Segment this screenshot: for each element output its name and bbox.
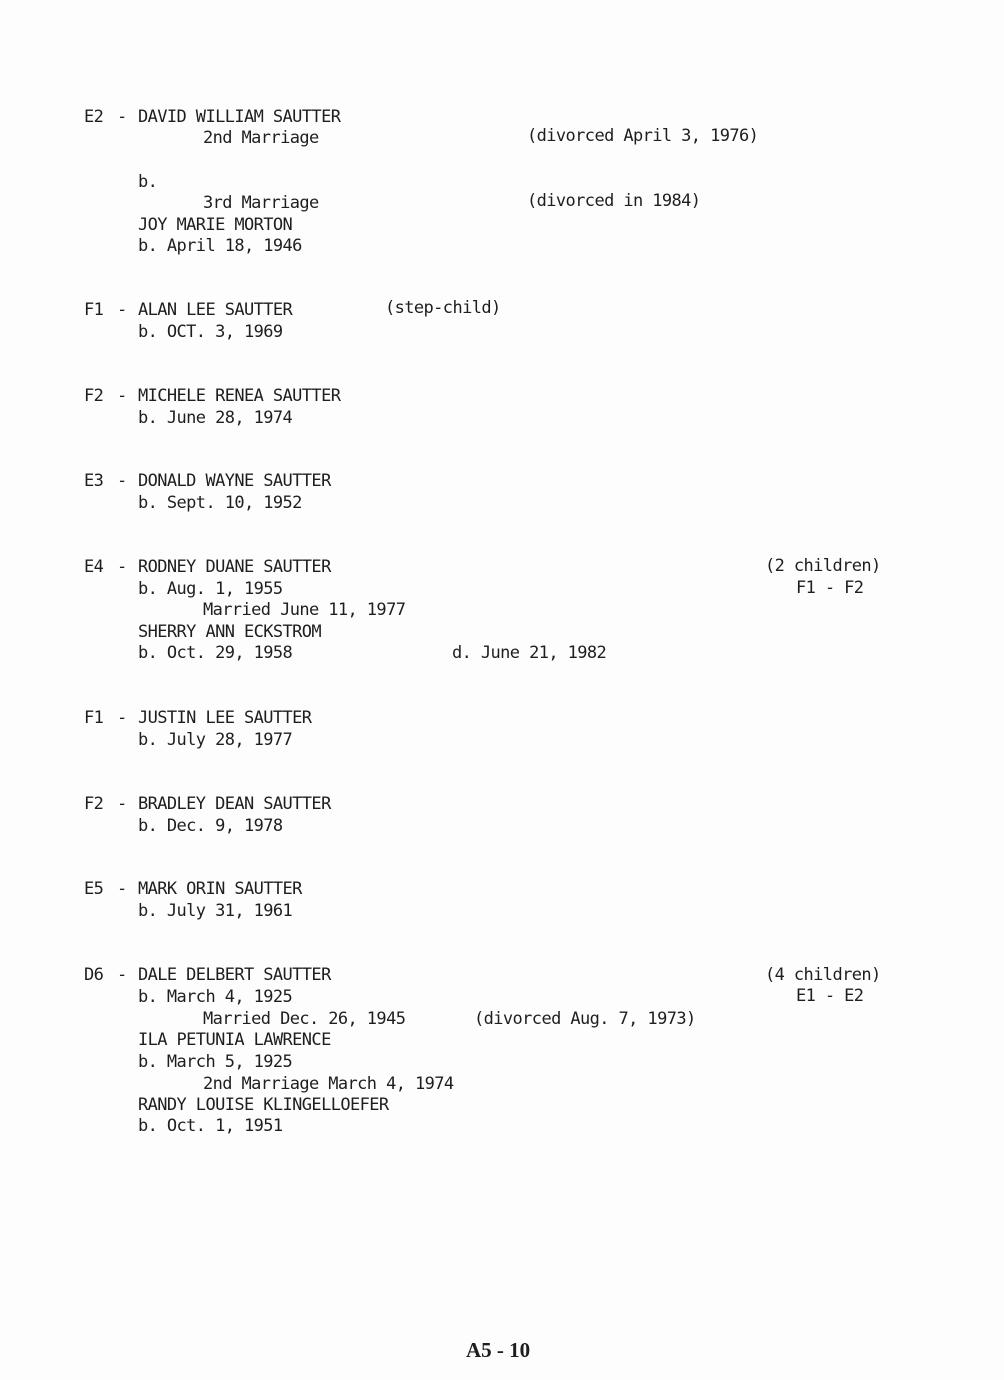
spouse-birth-line: b. Oct. 29, 1958 bbox=[138, 643, 293, 663]
spouse-name: JOY MARIE MORTON bbox=[138, 215, 293, 235]
spouse-birth-line: b. April 18, 1946 bbox=[138, 236, 302, 256]
birth-line: b. Sept. 10, 1952 bbox=[138, 493, 302, 513]
entry-dash: - bbox=[117, 879, 127, 899]
spouse-name: ILA PETUNIA LAWRENCE bbox=[138, 1030, 331, 1050]
divorce-note: (divorced in 1984) bbox=[527, 191, 701, 211]
marriage-line: Married Dec. 26, 1945 bbox=[203, 1009, 406, 1029]
divorce-note: (divorced April 3, 1976) bbox=[527, 126, 759, 146]
page-number: A5 - 10 bbox=[466, 1338, 531, 1362]
step-child-note: (step-child) bbox=[385, 298, 501, 318]
entry-name: ALAN LEE SAUTTER bbox=[138, 300, 293, 320]
entry-name: DALE DELBERT SAUTTER bbox=[138, 965, 331, 985]
spouse-name: SHERRY ANN ECKSTROM bbox=[138, 622, 322, 642]
marriage-line: 2nd Marriage bbox=[203, 128, 319, 148]
entry-name: JUSTIN LEE SAUTTER bbox=[138, 708, 312, 728]
entry-name: RODNEY DUANE SAUTTER bbox=[138, 557, 331, 577]
entry-dash: - bbox=[117, 708, 127, 728]
birth-line: b. Aug. 1, 1955 bbox=[138, 579, 283, 599]
birth-line: b. March 4, 1925 bbox=[138, 987, 293, 1007]
entry-name: MARK ORIN SAUTTER bbox=[138, 879, 302, 899]
entry-name: MICHELE RENEA SAUTTER bbox=[138, 386, 341, 406]
marriage-line: 2nd Marriage March 4, 1974 bbox=[203, 1074, 454, 1094]
spouse-name: RANDY LOUISE KLINGELLOEFER bbox=[138, 1095, 389, 1115]
marriage-line: 3rd Marriage bbox=[203, 193, 319, 213]
spouse-birth-line: b. Oct. 1, 1951 bbox=[138, 1116, 283, 1136]
birth-line: b. June 28, 1974 bbox=[138, 408, 293, 428]
entry-dash: - bbox=[117, 965, 127, 985]
entry-name: DONALD WAYNE SAUTTER bbox=[138, 471, 331, 491]
marriage-line: Married June 11, 1977 bbox=[203, 600, 406, 620]
entry-code: F2 bbox=[84, 386, 104, 406]
birth-line: b. OCT. 3, 1969 bbox=[138, 322, 283, 342]
entry-code: F2 bbox=[84, 794, 104, 814]
entry-name: BRADLEY DEAN SAUTTER bbox=[138, 794, 331, 814]
entry-dash: - bbox=[117, 794, 127, 814]
entry-dash: - bbox=[117, 386, 127, 406]
entry-code: F1 bbox=[84, 708, 104, 728]
spouse-death-line: d. June 21, 1982 bbox=[452, 643, 607, 663]
entry-dash: - bbox=[117, 300, 127, 320]
birth-line: b. Dec. 9, 1978 bbox=[138, 816, 283, 836]
entry-dash: - bbox=[117, 107, 127, 127]
entry-code: E5 bbox=[84, 879, 104, 899]
birth-line: b. July 28, 1977 bbox=[138, 730, 293, 750]
entry-code: D6 bbox=[84, 965, 104, 985]
children-range: E1 - E2 bbox=[796, 986, 864, 1006]
children-count: (4 children) bbox=[765, 965, 881, 985]
entry-dash: - bbox=[117, 471, 127, 491]
children-count: (2 children) bbox=[765, 556, 881, 576]
entry-code: F1 bbox=[84, 300, 104, 320]
entry-code: E4 bbox=[84, 557, 104, 577]
entry-dash: - bbox=[117, 557, 127, 577]
entry-code: E2 bbox=[84, 107, 104, 127]
divorce-note: (divorced Aug. 7, 1973) bbox=[474, 1009, 696, 1029]
entry-code: E3 bbox=[84, 471, 104, 491]
spouse-birth-line: b. March 5, 1925 bbox=[138, 1052, 293, 1072]
birth-line: b. bbox=[138, 172, 158, 192]
children-range: F1 - F2 bbox=[796, 578, 864, 598]
entry-name: DAVID WILLIAM SAUTTER bbox=[138, 107, 341, 127]
birth-line: b. July 31, 1961 bbox=[138, 901, 293, 921]
